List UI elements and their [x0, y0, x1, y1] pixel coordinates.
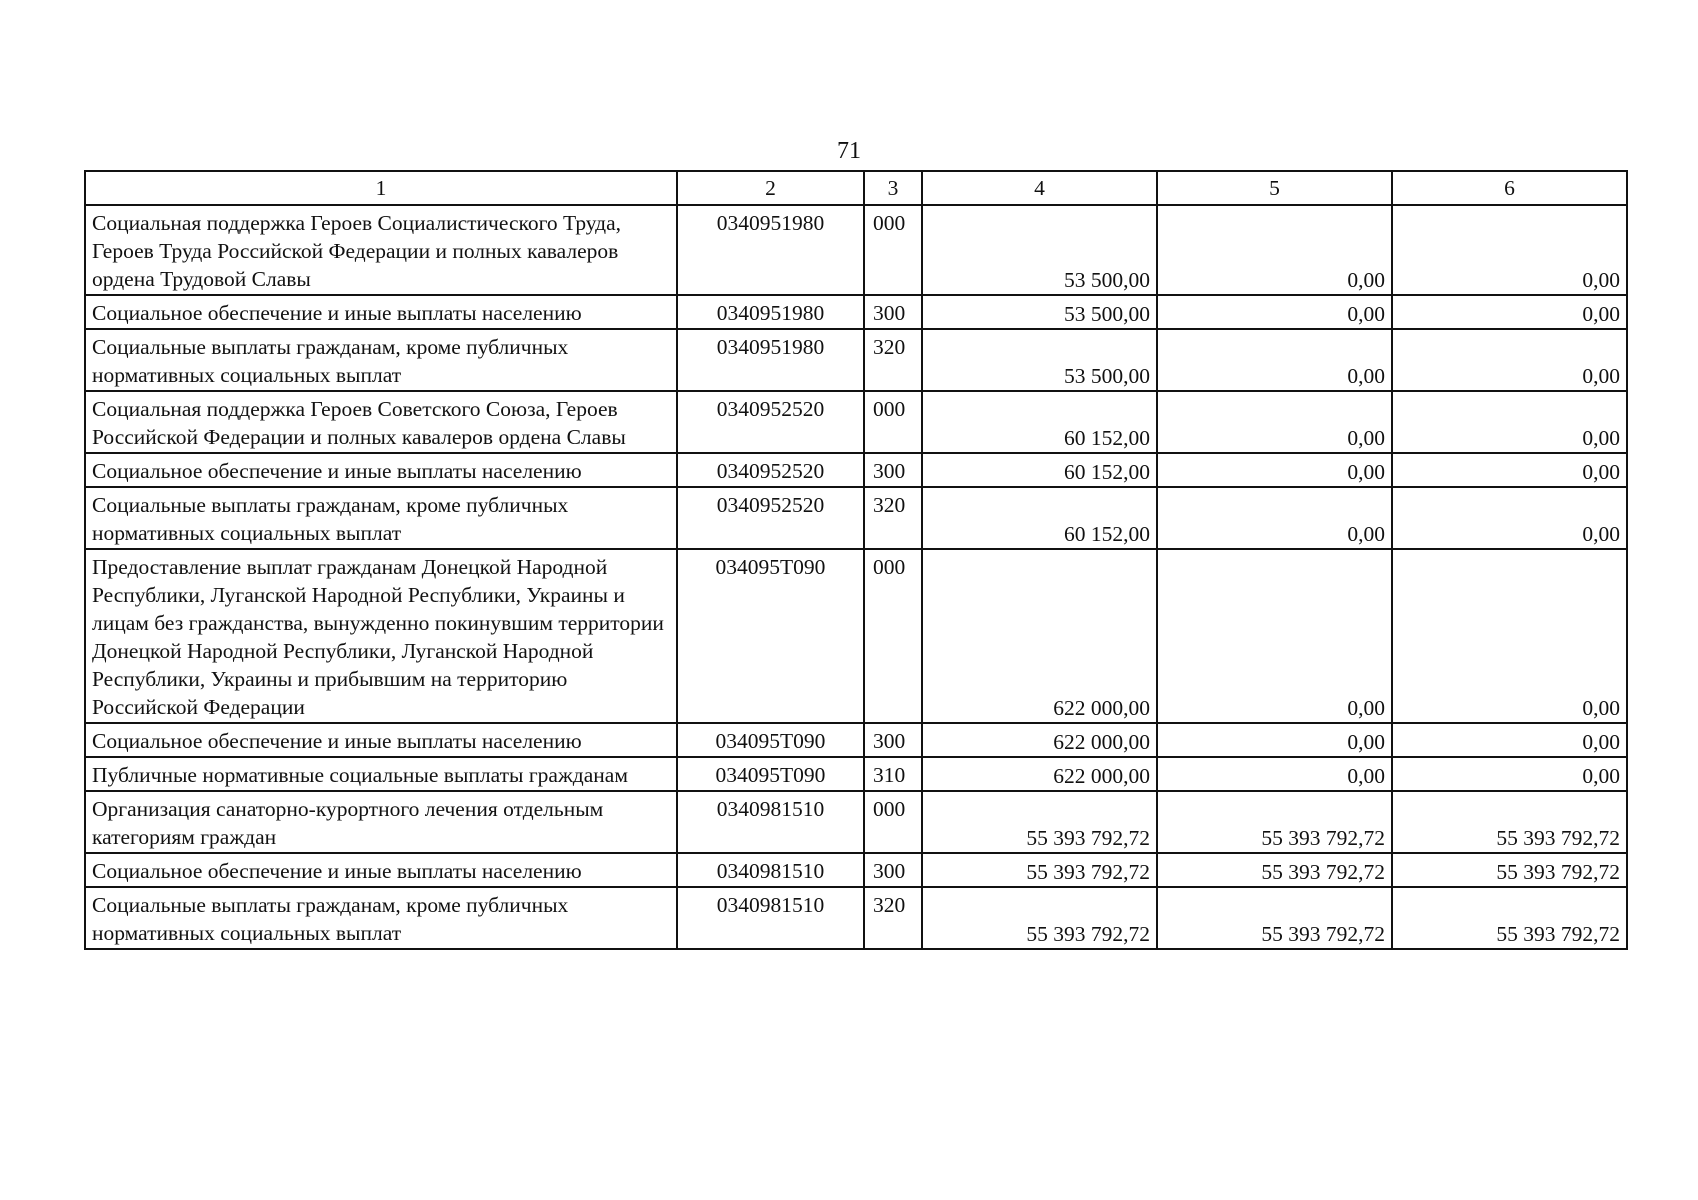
- row-type: 000: [864, 391, 922, 453]
- table-row: [85, 791, 1627, 853]
- row-type: 320: [864, 887, 922, 949]
- row-value-4: 60 152,00: [922, 453, 1157, 487]
- row-code: 0340981510: [677, 853, 864, 887]
- row-value-5: 0,00: [1157, 757, 1392, 791]
- table-row: [85, 853, 1627, 887]
- page-number: 71: [837, 138, 861, 164]
- header-col-3: 3: [864, 171, 922, 205]
- row-value-6: 0,00: [1392, 723, 1627, 757]
- row-value-4: 60 152,00: [922, 487, 1157, 549]
- row-name: Социальные выплаты гражданам, кроме публичных нормативных социальных выплат: [85, 887, 677, 949]
- row-value-6: 55 393 792,72: [1392, 791, 1627, 853]
- table-row: [85, 723, 1627, 757]
- row-value-6: 55 393 792,72: [1392, 853, 1627, 887]
- row-name: Организация санаторно-курортного лечения отдельным категориям граждан: [85, 791, 677, 853]
- row-value-6: 0,00: [1392, 295, 1627, 329]
- row-code: 0340981510: [677, 887, 864, 949]
- row-value-6: 0,00: [1392, 453, 1627, 487]
- row-name: Социальное обеспечение и иные выплаты населению: [85, 723, 677, 757]
- row-value-4: 55 393 792,72: [922, 853, 1157, 887]
- table-row: [85, 549, 1627, 723]
- row-type: 300: [864, 853, 922, 887]
- row-name: Социальная поддержка Героев Социалистического Труда, Героев Труда Российской Федерации и полных кавалеров ордена Трудовой Славы: [85, 205, 677, 295]
- row-value-5: 55 393 792,72: [1157, 791, 1392, 853]
- header-col-2: 2: [677, 171, 864, 205]
- row-value-4: 53 500,00: [922, 205, 1157, 295]
- row-value-4: 622 000,00: [922, 757, 1157, 791]
- row-code: 034095Т090: [677, 757, 864, 791]
- row-code: 0340951980: [677, 295, 864, 329]
- table-row: [85, 295, 1627, 329]
- row-type: 320: [864, 329, 922, 391]
- table-row: [85, 757, 1627, 791]
- table-row: [85, 453, 1627, 487]
- row-name: Предоставление выплат гражданам Донецкой Народной Республики, Луганской Народной Республики, Украины и лицам без гражданства, вынужденно покинувшим территории Донецкой Народной Республики, Луганской Народной Республики, Украины и прибывшим на территорию Российской Федерации: [85, 549, 677, 723]
- table-row: [85, 205, 1627, 295]
- row-type: 000: [864, 791, 922, 853]
- row-value-4: 53 500,00: [922, 329, 1157, 391]
- row-value-6: 0,00: [1392, 391, 1627, 453]
- header-col-4: 4: [922, 171, 1157, 205]
- row-code: 0340952520: [677, 391, 864, 453]
- row-value-5: 0,00: [1157, 487, 1392, 549]
- row-code: 034095Т090: [677, 723, 864, 757]
- budget-table: [84, 170, 1628, 950]
- row-name: Социальная поддержка Героев Советского Союза, Героев Российской Федерации и полных кавалеров ордена Славы: [85, 391, 677, 453]
- table-header-row: [85, 171, 1627, 205]
- row-type: 000: [864, 205, 922, 295]
- row-value-6: 0,00: [1392, 205, 1627, 295]
- row-type: 300: [864, 295, 922, 329]
- header-col-1: 1: [85, 171, 677, 205]
- row-value-5: 0,00: [1157, 453, 1392, 487]
- row-type: 300: [864, 723, 922, 757]
- row-type: 300: [864, 453, 922, 487]
- row-value-5: 0,00: [1157, 549, 1392, 723]
- row-code: 0340952520: [677, 453, 864, 487]
- table-row: [85, 487, 1627, 549]
- row-value-6: 0,00: [1392, 487, 1627, 549]
- row-value-6: 55 393 792,72: [1392, 887, 1627, 949]
- row-type: 000: [864, 549, 922, 723]
- row-value-6: 0,00: [1392, 549, 1627, 723]
- row-value-4: 55 393 792,72: [922, 791, 1157, 853]
- row-value-5: 0,00: [1157, 329, 1392, 391]
- row-name: Социальное обеспечение и иные выплаты населению: [85, 853, 677, 887]
- row-value-4: 60 152,00: [922, 391, 1157, 453]
- row-value-5: 55 393 792,72: [1157, 853, 1392, 887]
- table-row: [85, 391, 1627, 453]
- row-name: Социальные выплаты гражданам, кроме публичных нормативных социальных выплат: [85, 329, 677, 391]
- row-name: Социальные выплаты гражданам, кроме публичных нормативных социальных выплат: [85, 487, 677, 549]
- row-name: Публичные нормативные социальные выплаты гражданам: [85, 757, 677, 791]
- header-col-6: 6: [1392, 171, 1627, 205]
- table-row: [85, 329, 1627, 391]
- row-value-6: 0,00: [1392, 329, 1627, 391]
- row-value-5: 0,00: [1157, 723, 1392, 757]
- table-row: [85, 887, 1627, 949]
- row-type: 310: [864, 757, 922, 791]
- row-value-4: 55 393 792,72: [922, 887, 1157, 949]
- row-code: 0340951980: [677, 205, 864, 295]
- row-value-5: 55 393 792,72: [1157, 887, 1392, 949]
- row-code: 034095Т090: [677, 549, 864, 723]
- row-type: 320: [864, 487, 922, 549]
- row-value-5: 0,00: [1157, 391, 1392, 453]
- header-col-5: 5: [1157, 171, 1392, 205]
- row-name: Социальное обеспечение и иные выплаты населению: [85, 295, 677, 329]
- row-value-4: 622 000,00: [922, 723, 1157, 757]
- row-code: 0340951980: [677, 329, 864, 391]
- row-name: Социальное обеспечение и иные выплаты населению: [85, 453, 677, 487]
- row-value-6: 0,00: [1392, 757, 1627, 791]
- row-value-5: 0,00: [1157, 205, 1392, 295]
- row-code: 0340981510: [677, 791, 864, 853]
- row-value-4: 53 500,00: [922, 295, 1157, 329]
- row-value-5: 0,00: [1157, 295, 1392, 329]
- row-value-4: 622 000,00: [922, 549, 1157, 723]
- row-code: 0340952520: [677, 487, 864, 549]
